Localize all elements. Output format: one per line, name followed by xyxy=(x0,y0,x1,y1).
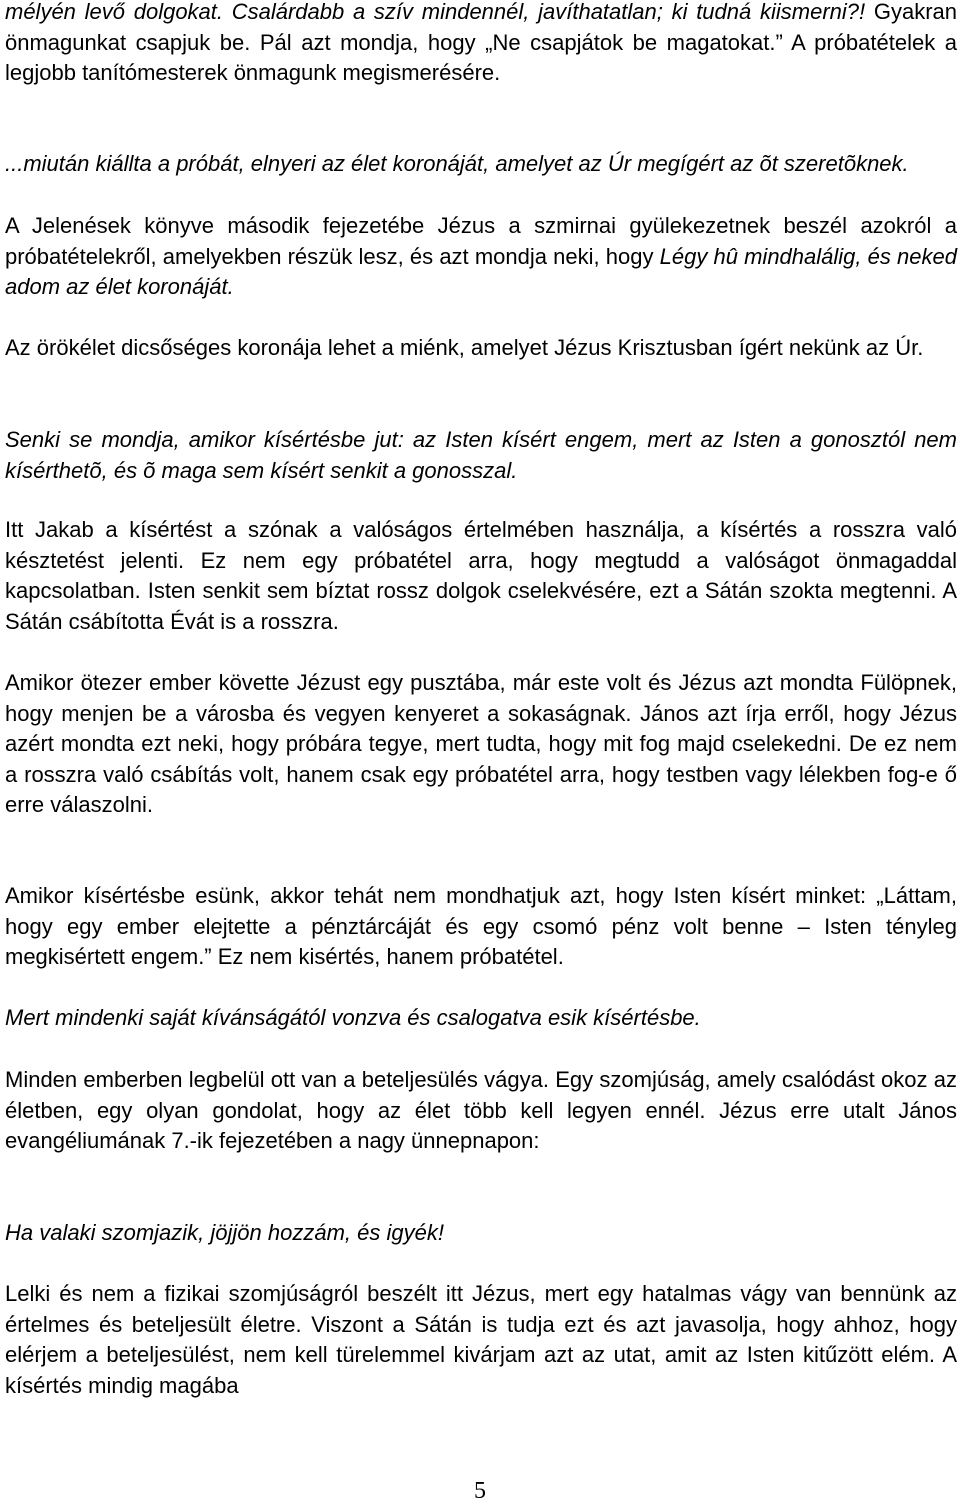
paragraph-4-quote: Senki se mondja, amikor kísértésbe jut: az Isten kísért engem, mert az Isten a gonosztól nem kísérthetõ, és õ maga sem kísért senkit a gonosszal. xyxy=(5,427,957,483)
paragraph-10-quote: Ha valaki szomjazik, jöjjön hozzám, és igyék! xyxy=(5,1220,444,1245)
paragraph-2-quote: ...miután kiállta a próbát, elnyeri az élet koronáját, amelyet az Úr megígért az õt szeretõknek. xyxy=(5,151,909,176)
paragraph-1-italic: mélyén levő dolgokat. Csalárdabb a szív mindennél, javíthatatlan; ki tudná kiismerni?! xyxy=(5,0,866,24)
paragraph-6: Amikor ötezer ember követte Jézust egy pusztába, már este volt és Jézus azt mondta Fülöpnek, hogy menjen be a városba és vegyen kenyeret a sokaságnak. János azt írja erről, hogy Jézus azért mondta ezt neki, hogy próbára tegye, mert tudta, hogy mit fog majd cselekedni. De ez nem a rosszra való csábítás volt, hanem csak egy próbatétel arra, hogy testben vagy lélekben fog-e ő erre válaszolni. xyxy=(5,670,957,817)
paragraph-9: Minden emberben legbelül ott van a beteljesülés vágya. Egy szomjúság, amely csalódást okoz az életben, egy olyan gondolat, hogy az élet több kell legyen ennél. Jézus erre utalt János evangéliumának 7.-ik fejezetében a nagy ünnepnapon: xyxy=(5,1067,957,1153)
paragraph-3-quote: Légy hû mindhalálig, és neked adom az élet koronáját. xyxy=(5,243,957,299)
paragraph-1 xyxy=(5,0,957,89)
paragraph-1-text: Gyakran önmagunkat csapjuk be. Pál azt mondja, hogy „Ne csapjátok be magatokat.” A próbatételek a legjobb tanítómesterek önmagunk megismerésére. xyxy=(5,0,957,85)
paragraph-8-quote: Mert mindenki saját kívánságától vonzva és csalogatva esik kísértésbe. xyxy=(5,1005,701,1030)
paragraph-3-text: A Jelenések könyve második fejezetébe Jézus a szmirnai gyülekezetnek beszél azokról a próbatételekről, amelyekben részük lesz, és azt mondja neki, hogy xyxy=(5,213,957,269)
paragraph-5: Itt Jakab a kísértést a szónak a valóságos értelmében használja, a kísértés a rosszra való késztetést jelenti. Ez nem egy próbatétel arra, hogy megtudd a valóságot önmagaddal kapcsolatban. Isten senkit sem bíztat rossz dolgok cselekvésére, ezt a Sátán szokta megtenni. A Sátán csábította Évát is a rosszra. xyxy=(5,517,957,634)
page-number: 5 xyxy=(474,1478,486,1504)
paragraph-3b: Az örökélet dicsőséges koronája lehet a miénk, amelyet Jézus Krisztusban ígért nekünk az Úr. xyxy=(5,335,924,360)
paragraph-3 xyxy=(5,211,957,303)
paragraph-7: Amikor kísértésbe esünk, akkor tehát nem mondhatjuk azt, hogy Isten kísért minket: „Láttam, hogy egy ember elejtette a pénztárcáját és egy csomó pénz volt benne – Isten tényleg megkisértett engem.” Ez nem kisértés, hanem próbatétel. xyxy=(5,883,957,969)
paragraph-11: Lelki és nem a fizikai szomjúságról beszélt itt Jézus, mert egy hatalmas vágy van bennünk az értelmes és beteljesült életre. Viszont a Sátán is tudja ezt és azt javasolja, hogy ahhoz, hogy elérjem a beteljesülést, nem kell türelemmel kivárjam azt az utat, amit az Isten kitűzött elém. A kísértés mindig magába xyxy=(5,1281,957,1398)
